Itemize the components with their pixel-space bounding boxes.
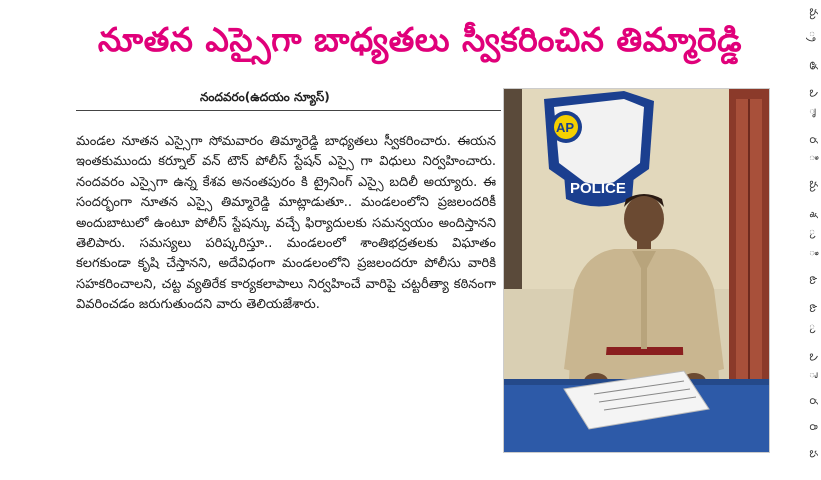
byline: నందవరం(ఉదయం న్యూస్) [200, 90, 330, 104]
adjacent-column-text: మ ్ర త ఎ ా ర ి మ శ ు ి ట ట ు ఎ ె ర రి ప [807, 8, 820, 466]
news-photo [503, 88, 770, 453]
article-body [76, 132, 496, 316]
police-text: POLICE [570, 180, 626, 197]
headline: నూతన ఎస్సైగా బాధ్యతలు స్వీకరించిన తిమ్మారెడ్డి [97, 20, 743, 59]
byline-divider [76, 110, 501, 111]
article-paragraph: మండల నూతన ఎస్సైగా సోమవారం తిమ్మారెడ్డి బాధ్యతలు స్వీకరించారు. ఈయన ఇంతకుముందు కర్నూల్ వన్ టౌన్ పోలీస్ స్టేషన్ ఎస్సై గా విధులు నిర్వహించారు. నందవరం ఎస్సైగా ఉన్న కేశవ అనంతపురం కి ట్రైనింగ్ ఎస్సై బదిలీ అయ్యారు. ఈ సందర్భంగా నూతన ఎస్సై తిమ్మారెడ్డి మాట్లాడుతూ.. మండలంలోని ప్రజలందరికీ అందుబాటులో ఉంటూ పోలీస్ స్టేషన్కు వచ్చే ఫిర్యాదులకు సమన్వయం అందిస్తానని తెలిపారు. సమస్యలు పరిష్కరిస్తూ.. మండలంలో శాంతిభద్రతలకు విఘాతం కలగకుండా కృషి చేస్తానని, అదేవిధంగా మండలంలోని ప్రజలందరూ పోలీసు వారికి సహకరించాలని, చట్ట వ్యతిరేక కార్యకలాపాలు నిర్వహించే వారిపై చట్టరీత్యా కఠినంగా వివరించడం జరుగుతుందని వారు తెలియజేశారు. [76, 134, 496, 313]
emblem-ap-text: AP [556, 120, 575, 135]
